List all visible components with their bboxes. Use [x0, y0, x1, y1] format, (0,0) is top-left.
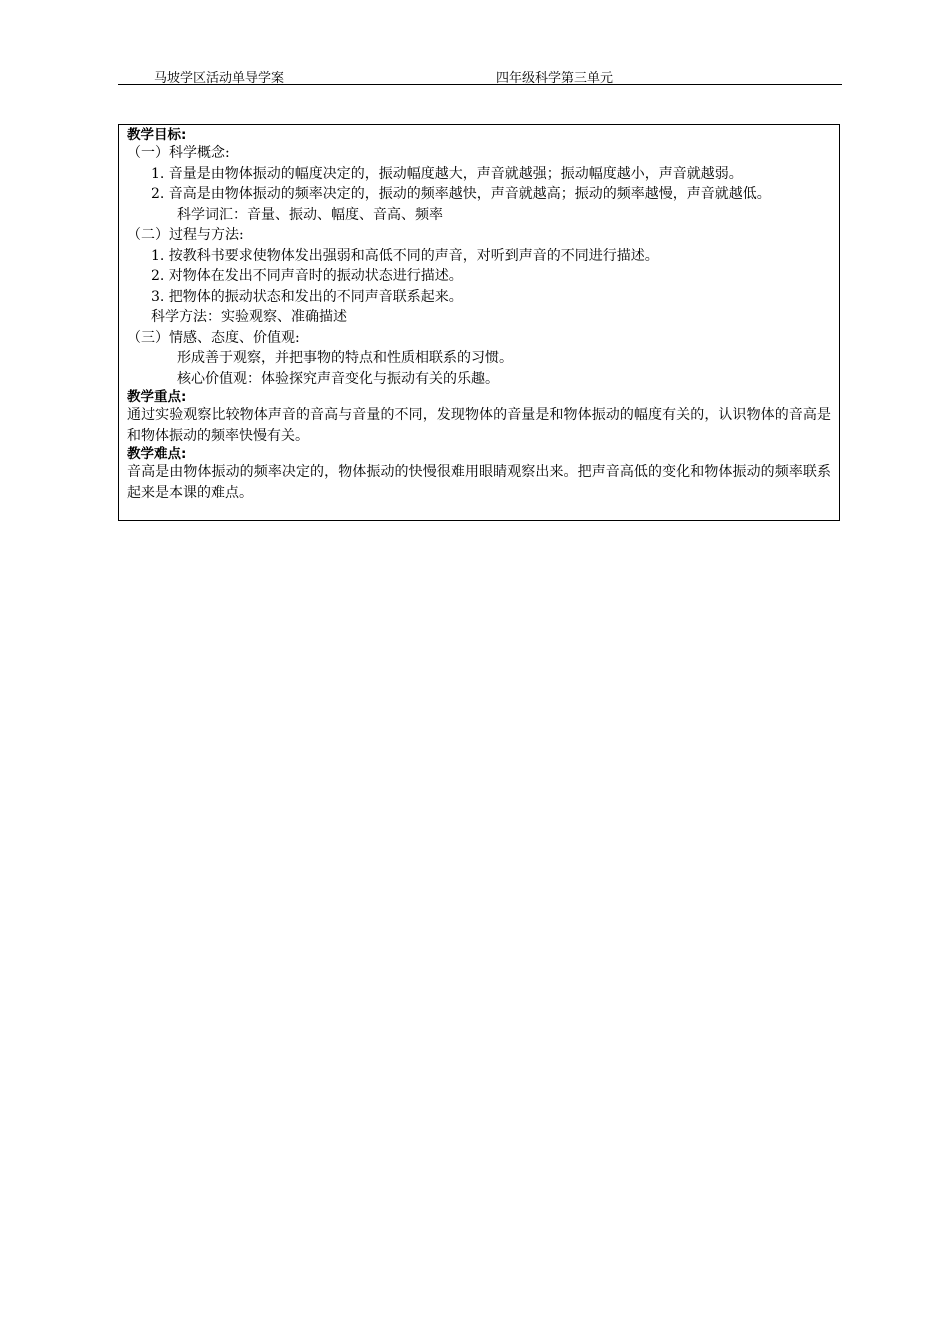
objectives-heading: 教学目标: [127, 127, 187, 143]
key-points-heading: 教学重点: [127, 389, 187, 405]
attitude-item-2: 核心价值观：体验探究声音变化与振动有关的乐趣。 [177, 370, 499, 387]
difficulties-heading: 教学难点: [127, 446, 187, 462]
process-item-2: 2. 对物体在发出不同声音时的振动状态进行描述。 [151, 268, 463, 284]
section-science-concepts-title: （一）科学概念: [127, 145, 230, 161]
science-vocabulary: 科学词汇：音量、振动、幅度、音高、频率 [177, 206, 443, 223]
concept-item-2: 2. 音高是由物体振动的频率决定的，振动的频率越快，声音就越高；振动的频率越慢，声音就越低。 [151, 186, 771, 202]
process-item-1: 1. 按教科书要求使物体发出强弱和高低不同的声音，对听到声音的不同进行描述。 [151, 247, 659, 264]
process-item-3: 3. 把物体的振动状态和发出的不同声音联系起来。 [151, 288, 463, 305]
header-left-text: 马坡学区活动单导学案 [154, 71, 285, 86]
key-points-text: 通过实验观察比较物体声音的音高与音量的不同，发现物体的音量是和物体振动的幅度有关的，认识物体的音高是和物体振动的频率快慢有关。 [127, 407, 831, 444]
section-process-methods-title: （二）过程与方法: [127, 227, 244, 243]
attitude-item-1: 形成善于观察，并把事物的特点和性质相联系的习惯。 [177, 350, 513, 366]
page-header [118, 64, 842, 85]
science-method: 科学方法：实验观察、准确描述 [151, 309, 347, 325]
section-attitude-values-title: （三）情感、态度、价值观: [127, 329, 300, 346]
header-right-text: 四年级科学第三单元 [496, 71, 614, 86]
concept-item-1: 1. 音量是由物体振动的幅度决定的，振动幅度越大，声音就越强；振动幅度越小，声音就越弱。 [151, 165, 743, 182]
difficulties-text: 音高是由物体振动的频率决定的，物体振动的快慢很难用眼睛观察出来。把声音高低的变化和物体振动的频率联系起来是本课的难点。 [127, 464, 831, 501]
lesson-plan-box [118, 124, 840, 521]
